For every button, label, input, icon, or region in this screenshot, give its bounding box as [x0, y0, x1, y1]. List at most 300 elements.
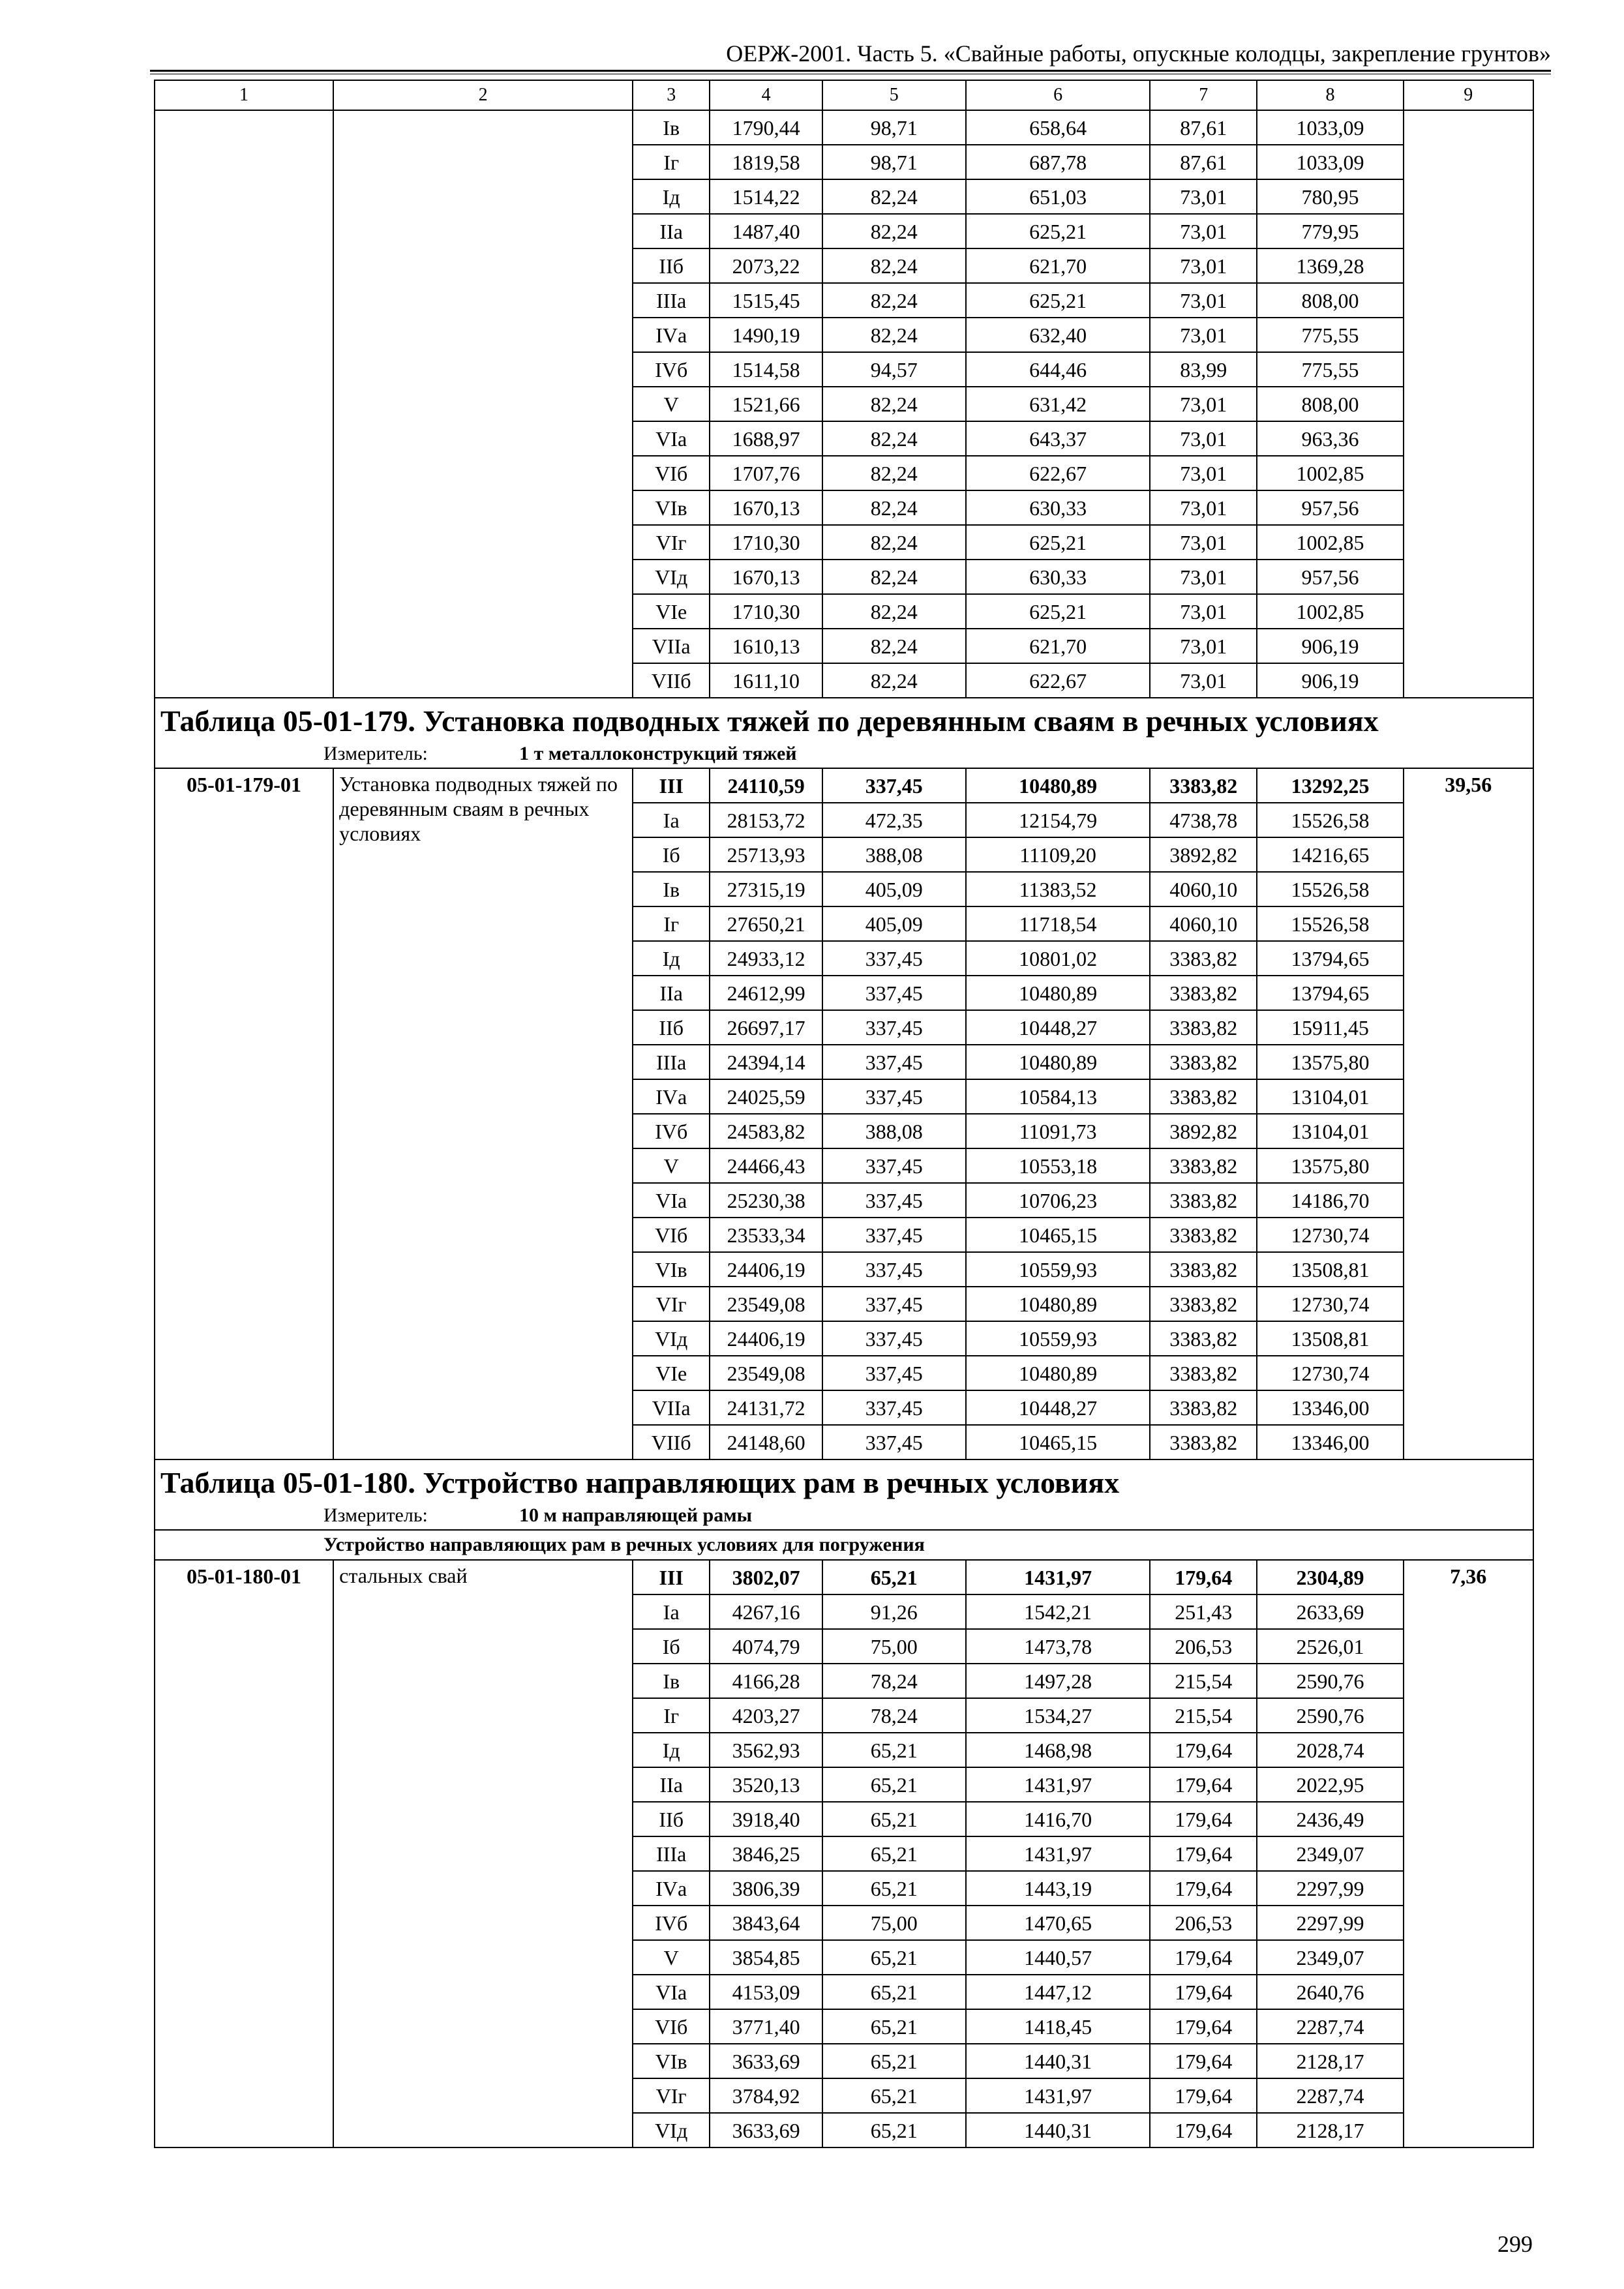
value-cell: 622,67: [966, 663, 1150, 698]
value-cell: 2349,07: [1257, 1836, 1403, 1871]
value-cell: 65,21: [822, 1871, 966, 1906]
value-cell: 4060,10: [1150, 906, 1257, 941]
value-cell: 3383,82: [1150, 1148, 1257, 1183]
value-cell: 643,37: [966, 421, 1150, 456]
region-cell: Iв: [633, 1664, 710, 1698]
value-cell: 1710,30: [710, 594, 822, 629]
table-179-title-row: [155, 698, 1533, 768]
region-cell: IVб: [633, 352, 710, 387]
value-cell: 25713,93: [710, 837, 822, 872]
value-cell: 1418,45: [966, 2009, 1150, 2044]
value-cell: 65,21: [822, 2009, 966, 2044]
col9-cell: 39,56: [1404, 768, 1533, 1459]
value-cell: 3633,69: [710, 2113, 822, 2147]
value-cell: 4153,09: [710, 1975, 822, 2009]
value-cell: 3383,82: [1150, 1287, 1257, 1321]
value-cell: 94,57: [822, 352, 966, 387]
value-cell: 337,45: [822, 1045, 966, 1079]
value-cell: 73,01: [1150, 248, 1257, 283]
value-cell: 2633,69: [1257, 1594, 1403, 1629]
value-cell: 10448,27: [966, 1390, 1150, 1425]
region-cell: IIа: [633, 1767, 710, 1802]
value-cell: 1611,10: [710, 663, 822, 698]
value-cell: 621,70: [966, 629, 1150, 663]
value-cell: 179,64: [1150, 2078, 1257, 2113]
value-cell: 4738,78: [1150, 803, 1257, 837]
region-cell: IVб: [633, 1906, 710, 1940]
value-cell: 24583,82: [710, 1114, 822, 1148]
value-cell: 13508,81: [1257, 1252, 1403, 1287]
region-cell: VIв: [633, 2044, 710, 2078]
value-cell: 3784,92: [710, 2078, 822, 2113]
value-cell: 65,21: [822, 2044, 966, 2078]
value-cell: 179,64: [1150, 1767, 1257, 1802]
value-cell: 10553,18: [966, 1148, 1150, 1183]
value-cell: 12730,74: [1257, 1356, 1403, 1390]
value-cell: 1819,58: [710, 145, 822, 179]
value-cell: 83,99: [1150, 352, 1257, 387]
value-cell: 1497,28: [966, 1664, 1150, 1698]
value-cell: 98,71: [822, 145, 966, 179]
value-cell: 1710,30: [710, 525, 822, 560]
column-number: 2: [333, 80, 633, 110]
value-cell: 24025,59: [710, 1079, 822, 1114]
value-cell: 82,24: [822, 214, 966, 248]
region-cell: IIа: [633, 976, 710, 1010]
page-number: 299: [1497, 2231, 1533, 2257]
value-cell: 2287,74: [1257, 2078, 1403, 2113]
value-cell: 2640,76: [1257, 1975, 1403, 2009]
region-cell: Iб: [633, 837, 710, 872]
code-cell: 05-01-180-01: [155, 1560, 333, 2147]
value-cell: 3846,25: [710, 1836, 822, 1871]
value-cell: 13575,80: [1257, 1045, 1403, 1079]
column-number: 8: [1257, 80, 1403, 110]
value-cell: 65,21: [822, 1802, 966, 1836]
region-cell: IIIа: [633, 1045, 710, 1079]
region-cell: VIв: [633, 1252, 710, 1287]
value-cell: 4267,16: [710, 1594, 822, 1629]
value-cell: 73,01: [1150, 560, 1257, 594]
value-cell: 82,24: [822, 179, 966, 214]
col9-cell: [1404, 110, 1533, 698]
value-cell: 337,45: [822, 1079, 966, 1114]
value-cell: 179,64: [1150, 1733, 1257, 1767]
table-180-title: Таблица 05-01-180. Устройство направляющих рам в речных условиях: [160, 1466, 1120, 1499]
value-cell: 625,21: [966, 594, 1150, 629]
table-180-meter: [160, 1502, 1527, 1529]
region-cell: VIд: [633, 1321, 710, 1356]
value-cell: 75,00: [822, 1629, 966, 1664]
region-cell: V: [633, 1940, 710, 1975]
value-cell: 337,45: [822, 1321, 966, 1356]
value-cell: 625,21: [966, 525, 1150, 560]
value-cell: 23533,34: [710, 1218, 822, 1252]
value-cell: 10801,02: [966, 941, 1150, 976]
table-179-meter: [160, 740, 1527, 768]
region-cell: IVа: [633, 318, 710, 352]
value-cell: 1440,31: [966, 2113, 1150, 2147]
value-cell: 82,24: [822, 456, 966, 490]
value-cell: 75,00: [822, 1906, 966, 1940]
value-cell: 2022,95: [1257, 1767, 1403, 1802]
value-cell: 82,24: [822, 490, 966, 525]
value-cell: 13292,25: [1257, 768, 1403, 803]
value-cell: 14216,65: [1257, 837, 1403, 872]
value-cell: 10480,89: [966, 976, 1150, 1010]
region-cell: VIб: [633, 456, 710, 490]
value-cell: 2304,89: [1257, 1560, 1403, 1594]
page-header-title: ОЕРЖ-2001. Часть 5. «Свайные работы, опускные колодцы, закрепление грунтов»: [726, 40, 1551, 67]
value-cell: 1542,21: [966, 1594, 1150, 1629]
value-cell: 3918,40: [710, 1802, 822, 1836]
value-cell: 1447,12: [966, 1975, 1150, 2009]
value-cell: 3383,82: [1150, 1425, 1257, 1459]
value-cell: 3802,07: [710, 1560, 822, 1594]
value-cell: 73,01: [1150, 283, 1257, 318]
region-cell: Iг: [633, 906, 710, 941]
value-cell: 15526,58: [1257, 906, 1403, 941]
value-cell: 23549,08: [710, 1287, 822, 1321]
region-cell: VIд: [633, 560, 710, 594]
table-179-section: [155, 768, 1533, 1459]
region-cell: VIа: [633, 421, 710, 456]
value-cell: 215,54: [1150, 1698, 1257, 1733]
header-divider-thick: [150, 70, 1551, 72]
value-cell: 3892,82: [1150, 1114, 1257, 1148]
value-cell: 337,45: [822, 941, 966, 976]
value-cell: 337,45: [822, 1287, 966, 1321]
value-cell: 11109,20: [966, 837, 1150, 872]
value-cell: 78,24: [822, 1664, 966, 1698]
column-number: 6: [966, 80, 1150, 110]
value-cell: 15911,45: [1257, 1010, 1403, 1045]
value-cell: 4166,28: [710, 1664, 822, 1698]
region-cell: IIб: [633, 248, 710, 283]
region-cell: VIб: [633, 2009, 710, 2044]
region-cell: VIа: [633, 1975, 710, 2009]
value-cell: 25230,38: [710, 1183, 822, 1218]
region-cell: III: [633, 768, 710, 803]
value-cell: 1514,22: [710, 179, 822, 214]
value-cell: 251,43: [1150, 1594, 1257, 1629]
value-cell: 24394,14: [710, 1045, 822, 1079]
value-cell: 98,71: [822, 110, 966, 145]
meter-label: Измеритель:: [323, 743, 428, 764]
region-cell: IIб: [633, 1802, 710, 1836]
value-cell: 3854,85: [710, 1940, 822, 1975]
table-row: [155, 768, 1533, 803]
value-cell: 24406,19: [710, 1252, 822, 1287]
value-cell: 65,21: [822, 1767, 966, 1802]
value-cell: 73,01: [1150, 387, 1257, 421]
value-cell: 2349,07: [1257, 1940, 1403, 1975]
value-cell: 337,45: [822, 1425, 966, 1459]
value-cell: 73,01: [1150, 490, 1257, 525]
value-cell: 630,33: [966, 490, 1150, 525]
value-cell: 1670,13: [710, 560, 822, 594]
value-cell: 65,21: [822, 1975, 966, 2009]
value-cell: 73,01: [1150, 456, 1257, 490]
value-cell: 65,21: [822, 2078, 966, 2113]
value-cell: 2128,17: [1257, 2113, 1403, 2147]
meter-label: Измеритель:: [323, 1504, 428, 1526]
value-cell: 4203,27: [710, 1698, 822, 1733]
value-cell: 957,56: [1257, 560, 1403, 594]
table-row: [155, 1560, 1533, 1594]
value-cell: 82,24: [822, 421, 966, 456]
value-cell: 24466,43: [710, 1148, 822, 1183]
value-cell: 27650,21: [710, 906, 822, 941]
column-number: 5: [822, 80, 966, 110]
value-cell: 27315,19: [710, 872, 822, 906]
value-cell: 1369,28: [1257, 248, 1403, 283]
value-cell: 963,36: [1257, 421, 1403, 456]
region-cell: V: [633, 1148, 710, 1183]
value-cell: 82,24: [822, 663, 966, 698]
value-cell: 658,64: [966, 110, 1150, 145]
value-cell: 73,01: [1150, 525, 1257, 560]
table-180-subheading: Устройство направляющих рам в речных условиях для погружения: [155, 1530, 1533, 1560]
description-cell: стальных свай: [333, 1560, 633, 2147]
value-cell: 1431,97: [966, 1767, 1150, 1802]
value-cell: 179,64: [1150, 1836, 1257, 1871]
value-cell: 82,24: [822, 560, 966, 594]
value-cell: 65,21: [822, 2113, 966, 2147]
value-cell: 2128,17: [1257, 2044, 1403, 2078]
region-cell: VIг: [633, 1287, 710, 1321]
value-cell: 1033,09: [1257, 110, 1403, 145]
value-cell: 65,21: [822, 1940, 966, 1975]
value-cell: 73,01: [1150, 421, 1257, 456]
value-cell: 10559,93: [966, 1252, 1150, 1287]
value-cell: 82,24: [822, 248, 966, 283]
value-cell: 10480,89: [966, 768, 1150, 803]
region-cell: IIа: [633, 214, 710, 248]
value-cell: 2590,76: [1257, 1664, 1403, 1698]
value-cell: 73,01: [1150, 594, 1257, 629]
value-cell: 3806,39: [710, 1871, 822, 1906]
value-cell: 13575,80: [1257, 1148, 1403, 1183]
value-cell: 3562,93: [710, 1733, 822, 1767]
value-cell: 13104,01: [1257, 1079, 1403, 1114]
value-cell: 179,64: [1150, 1940, 1257, 1975]
column-number: 3: [633, 80, 710, 110]
value-cell: 621,70: [966, 248, 1150, 283]
region-cell: VIг: [633, 2078, 710, 2113]
value-cell: 10584,13: [966, 1079, 1150, 1114]
region-cell: IVа: [633, 1871, 710, 1906]
value-cell: 2073,22: [710, 248, 822, 283]
value-cell: 1490,19: [710, 318, 822, 352]
description-cell: Установка подводных тяжей по деревянным сваям в речных условиях: [333, 768, 633, 1459]
value-cell: 15526,58: [1257, 872, 1403, 906]
value-cell: 206,53: [1150, 1906, 1257, 1940]
region-cell: VIб: [633, 1218, 710, 1252]
region-cell: VIIб: [633, 663, 710, 698]
region-cell: VIIа: [633, 629, 710, 663]
value-cell: 12730,74: [1257, 1287, 1403, 1321]
code-cell: 05-01-179-01: [155, 768, 333, 1459]
value-cell: 28153,72: [710, 803, 822, 837]
value-cell: 405,09: [822, 906, 966, 941]
continuation-section: [155, 110, 1533, 698]
region-cell: IIIа: [633, 1836, 710, 1871]
value-cell: 3633,69: [710, 2044, 822, 2078]
value-cell: 1610,13: [710, 629, 822, 663]
value-cell: 73,01: [1150, 318, 1257, 352]
value-cell: 179,64: [1150, 2113, 1257, 2147]
value-cell: 179,64: [1150, 2009, 1257, 2044]
value-cell: 73,01: [1150, 629, 1257, 663]
value-cell: 2590,76: [1257, 1698, 1403, 1733]
value-cell: 775,55: [1257, 352, 1403, 387]
column-number: 9: [1404, 80, 1533, 110]
value-cell: 388,08: [822, 837, 966, 872]
value-cell: 2297,99: [1257, 1906, 1403, 1940]
value-cell: 11383,52: [966, 872, 1150, 906]
value-cell: 1515,45: [710, 283, 822, 318]
value-cell: 957,56: [1257, 490, 1403, 525]
value-cell: 1514,58: [710, 352, 822, 387]
value-cell: 1002,85: [1257, 594, 1403, 629]
value-cell: 3383,82: [1150, 976, 1257, 1010]
value-cell: 215,54: [1150, 1664, 1257, 1698]
value-cell: 82,24: [822, 387, 966, 421]
value-cell: 3771,40: [710, 2009, 822, 2044]
value-cell: 337,45: [822, 1183, 966, 1218]
region-cell: Iд: [633, 179, 710, 214]
value-cell: 10465,15: [966, 1425, 1150, 1459]
region-cell: Iд: [633, 1733, 710, 1767]
region-cell: VIIб: [633, 1425, 710, 1459]
value-cell: 1688,97: [710, 421, 822, 456]
value-cell: 808,00: [1257, 387, 1403, 421]
value-cell: 206,53: [1150, 1629, 1257, 1664]
value-cell: 2028,74: [1257, 1733, 1403, 1767]
value-cell: 405,09: [822, 872, 966, 906]
value-cell: 78,24: [822, 1698, 966, 1733]
value-cell: 2287,74: [1257, 2009, 1403, 2044]
value-cell: 1521,66: [710, 387, 822, 421]
region-cell: Iг: [633, 1698, 710, 1733]
value-cell: 472,35: [822, 803, 966, 837]
value-cell: 1416,70: [966, 1802, 1150, 1836]
value-cell: 13508,81: [1257, 1321, 1403, 1356]
value-cell: 82,24: [822, 629, 966, 663]
column-number: 1: [155, 80, 333, 110]
value-cell: 3383,82: [1150, 941, 1257, 976]
description-cell: [333, 110, 633, 698]
value-cell: 337,45: [822, 1390, 966, 1425]
region-cell: Iд: [633, 941, 710, 976]
value-cell: 337,45: [822, 1356, 966, 1390]
value-cell: 3383,82: [1150, 1356, 1257, 1390]
value-cell: 779,95: [1257, 214, 1403, 248]
value-cell: 2297,99: [1257, 1871, 1403, 1906]
value-cell: 337,45: [822, 1010, 966, 1045]
value-cell: 65,21: [822, 1560, 966, 1594]
value-cell: 808,00: [1257, 283, 1403, 318]
value-cell: 14186,70: [1257, 1183, 1403, 1218]
value-cell: 1002,85: [1257, 525, 1403, 560]
value-cell: 644,46: [966, 352, 1150, 387]
value-cell: 622,67: [966, 456, 1150, 490]
value-cell: 13346,00: [1257, 1390, 1403, 1425]
value-cell: 12730,74: [1257, 1218, 1403, 1252]
table-180-section: [155, 1560, 1533, 2147]
region-cell: VIг: [633, 525, 710, 560]
value-cell: 15526,58: [1257, 803, 1403, 837]
value-cell: 337,45: [822, 1252, 966, 1287]
region-cell: VIв: [633, 490, 710, 525]
value-cell: 906,19: [1257, 663, 1403, 698]
value-cell: 82,24: [822, 525, 966, 560]
value-cell: 1033,09: [1257, 145, 1403, 179]
value-cell: 906,19: [1257, 629, 1403, 663]
value-cell: 1431,97: [966, 2078, 1150, 2113]
region-cell: IIб: [633, 1010, 710, 1045]
value-cell: 3383,82: [1150, 768, 1257, 803]
value-cell: 4060,10: [1150, 872, 1257, 906]
value-cell: 337,45: [822, 1148, 966, 1183]
value-cell: 10480,89: [966, 1287, 1150, 1321]
value-cell: 24110,59: [710, 768, 822, 803]
value-cell: 1468,98: [966, 1733, 1150, 1767]
value-cell: 4074,79: [710, 1629, 822, 1664]
region-cell: III: [633, 1560, 710, 1594]
value-cell: 82,24: [822, 318, 966, 352]
table-180-title-cell: [155, 1459, 1533, 1530]
column-number: 7: [1150, 80, 1257, 110]
region-cell: VIе: [633, 594, 710, 629]
code-cell: [155, 110, 333, 698]
value-cell: 24612,99: [710, 976, 822, 1010]
value-cell: 651,03: [966, 179, 1150, 214]
value-cell: 11718,54: [966, 906, 1150, 941]
value-cell: 625,21: [966, 283, 1150, 318]
value-cell: 3843,64: [710, 1906, 822, 1940]
value-cell: 13794,65: [1257, 941, 1403, 976]
value-cell: 630,33: [966, 560, 1150, 594]
value-cell: 24406,19: [710, 1321, 822, 1356]
value-cell: 3383,82: [1150, 1010, 1257, 1045]
value-cell: 65,21: [822, 1836, 966, 1871]
value-cell: 3520,13: [710, 1767, 822, 1802]
value-cell: 3383,82: [1150, 1045, 1257, 1079]
value-cell: 1440,57: [966, 1940, 1150, 1975]
region-cell: IVб: [633, 1114, 710, 1148]
region-cell: VIд: [633, 2113, 710, 2147]
value-cell: 10706,23: [966, 1183, 1150, 1218]
value-cell: 337,45: [822, 768, 966, 803]
value-cell: 1443,19: [966, 1871, 1150, 1906]
value-cell: 1707,76: [710, 456, 822, 490]
value-cell: 11091,73: [966, 1114, 1150, 1148]
value-cell: 179,64: [1150, 1560, 1257, 1594]
value-cell: 687,78: [966, 145, 1150, 179]
value-cell: 10480,89: [966, 1356, 1150, 1390]
value-cell: 337,45: [822, 976, 966, 1010]
rates-table: [154, 80, 1534, 2148]
value-cell: 73,01: [1150, 214, 1257, 248]
value-cell: 87,61: [1150, 110, 1257, 145]
table-179-title-cell: [155, 698, 1533, 768]
value-cell: 10559,93: [966, 1321, 1150, 1356]
value-cell: 1473,78: [966, 1629, 1150, 1664]
value-cell: 780,95: [1257, 179, 1403, 214]
value-cell: 24933,12: [710, 941, 822, 976]
